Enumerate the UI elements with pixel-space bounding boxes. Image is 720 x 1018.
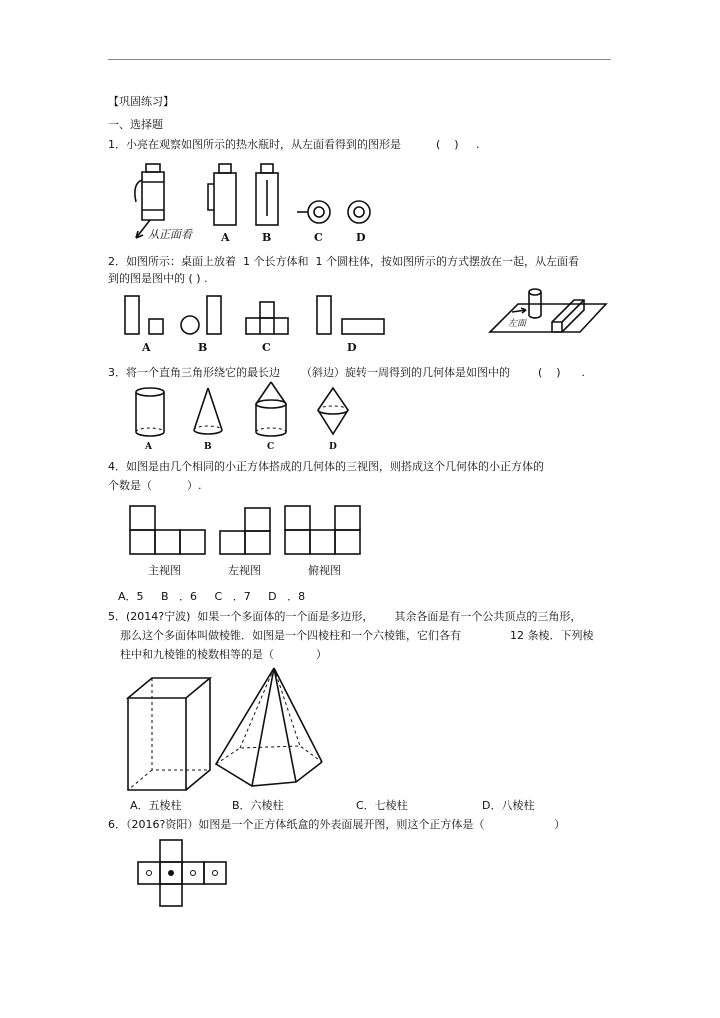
q3-option-a-cylinder bbox=[132, 386, 168, 440]
q5-line3: 柱中和九棱锥的棱数相等的是（ ） bbox=[120, 648, 327, 661]
q5-option-b: B．六棱柱 bbox=[232, 799, 284, 812]
q6-text: 6．（2016?资阳）如图是一个正方体纸盒的外表面展开图，则这个正方体是（ ） bbox=[108, 818, 566, 831]
q1-option-d: D bbox=[356, 231, 366, 244]
q4-caption-left: 左视图 bbox=[228, 564, 261, 577]
q3-option-d-double-cone bbox=[314, 386, 352, 438]
q3-option-b: B bbox=[204, 442, 212, 452]
q5-line2: 那么这个多面体叫做棱锥．如图是一个四棱柱和一个六棱锥，它们各有 12 条棱．下列棱 bbox=[120, 629, 594, 642]
q4-options: A．5 B ．6 C ．7 D ．8 bbox=[118, 590, 306, 603]
q1-text: 1．小亮在观察如图所示的热水瓶时，从左面看得到的图形是 ( ) . bbox=[108, 138, 480, 151]
q5-prism-figure bbox=[124, 676, 214, 794]
q3-option-c-cone-cylinder bbox=[252, 380, 290, 442]
q1-option-c-figure bbox=[295, 198, 335, 228]
q3-option-d: D bbox=[329, 442, 337, 452]
q4-caption-top: 俯视图 bbox=[308, 564, 341, 577]
q1-option-d-figure bbox=[345, 198, 375, 228]
q2-scene-figure bbox=[488, 282, 608, 338]
section-title: 【巩固练习】 bbox=[108, 95, 174, 108]
q3-option-b-cone bbox=[190, 386, 226, 440]
q4-caption-main: 主视图 bbox=[148, 564, 181, 577]
q5-pyramid-figure bbox=[212, 666, 328, 794]
q2-options-figure bbox=[115, 292, 390, 338]
q2-line1: 2．如图所示：桌面上放着 1 个长方体和 1 个圆柱体，按如图所示的方式摆放在一起，从左面看 bbox=[108, 255, 579, 268]
header-rule bbox=[108, 59, 611, 60]
q3-option-c: C bbox=[267, 442, 275, 452]
q2-left-label: 左面 bbox=[508, 319, 527, 329]
q3-option-a: A bbox=[145, 442, 152, 452]
q5-option-a: A．五棱柱 bbox=[130, 799, 182, 812]
q1-option-c: C bbox=[314, 231, 323, 244]
q1-option-a: A bbox=[221, 231, 230, 244]
q1-view-label: 从正面看 bbox=[148, 228, 192, 241]
q2-option-b: B bbox=[198, 341, 208, 354]
q5-line1: 5．(2014?宁波) 如果一个多面体的一个面是多边形， 其余各面是有一个公共顶点的三角形， bbox=[108, 610, 582, 623]
q1-option-b: B bbox=[262, 231, 272, 244]
q2-line2: 到的图是图中的 ( ) . bbox=[108, 272, 208, 285]
q6-cube-net-figure bbox=[138, 838, 230, 908]
q3-text: 3．将一个直角三角形绕它的最长边 （斜边）旋转一周得到的几何体是如图中的 ( ) . bbox=[108, 366, 585, 379]
section-subtitle: 一、选择题 bbox=[108, 118, 163, 131]
q2-option-c: C bbox=[262, 341, 271, 354]
q1-option-b-figure bbox=[252, 162, 282, 230]
q4-line2: 个数是（ ）. bbox=[108, 479, 202, 492]
q4-main-view bbox=[128, 504, 208, 556]
q2-option-a: A bbox=[142, 341, 151, 354]
q5-option-c: C．七棱柱 bbox=[356, 799, 408, 812]
q5-option-d: D．八棱柱 bbox=[482, 799, 535, 812]
q1-option-a-figure bbox=[205, 162, 245, 230]
q4-left-view bbox=[218, 504, 274, 556]
q4-top-view bbox=[283, 504, 363, 556]
q4-line1: 4．如图是由几个相同的小正方体搭成的几何体的三视图，则搭成这个几何体的小正方体的 bbox=[108, 460, 544, 473]
q2-option-d: D bbox=[347, 341, 357, 354]
